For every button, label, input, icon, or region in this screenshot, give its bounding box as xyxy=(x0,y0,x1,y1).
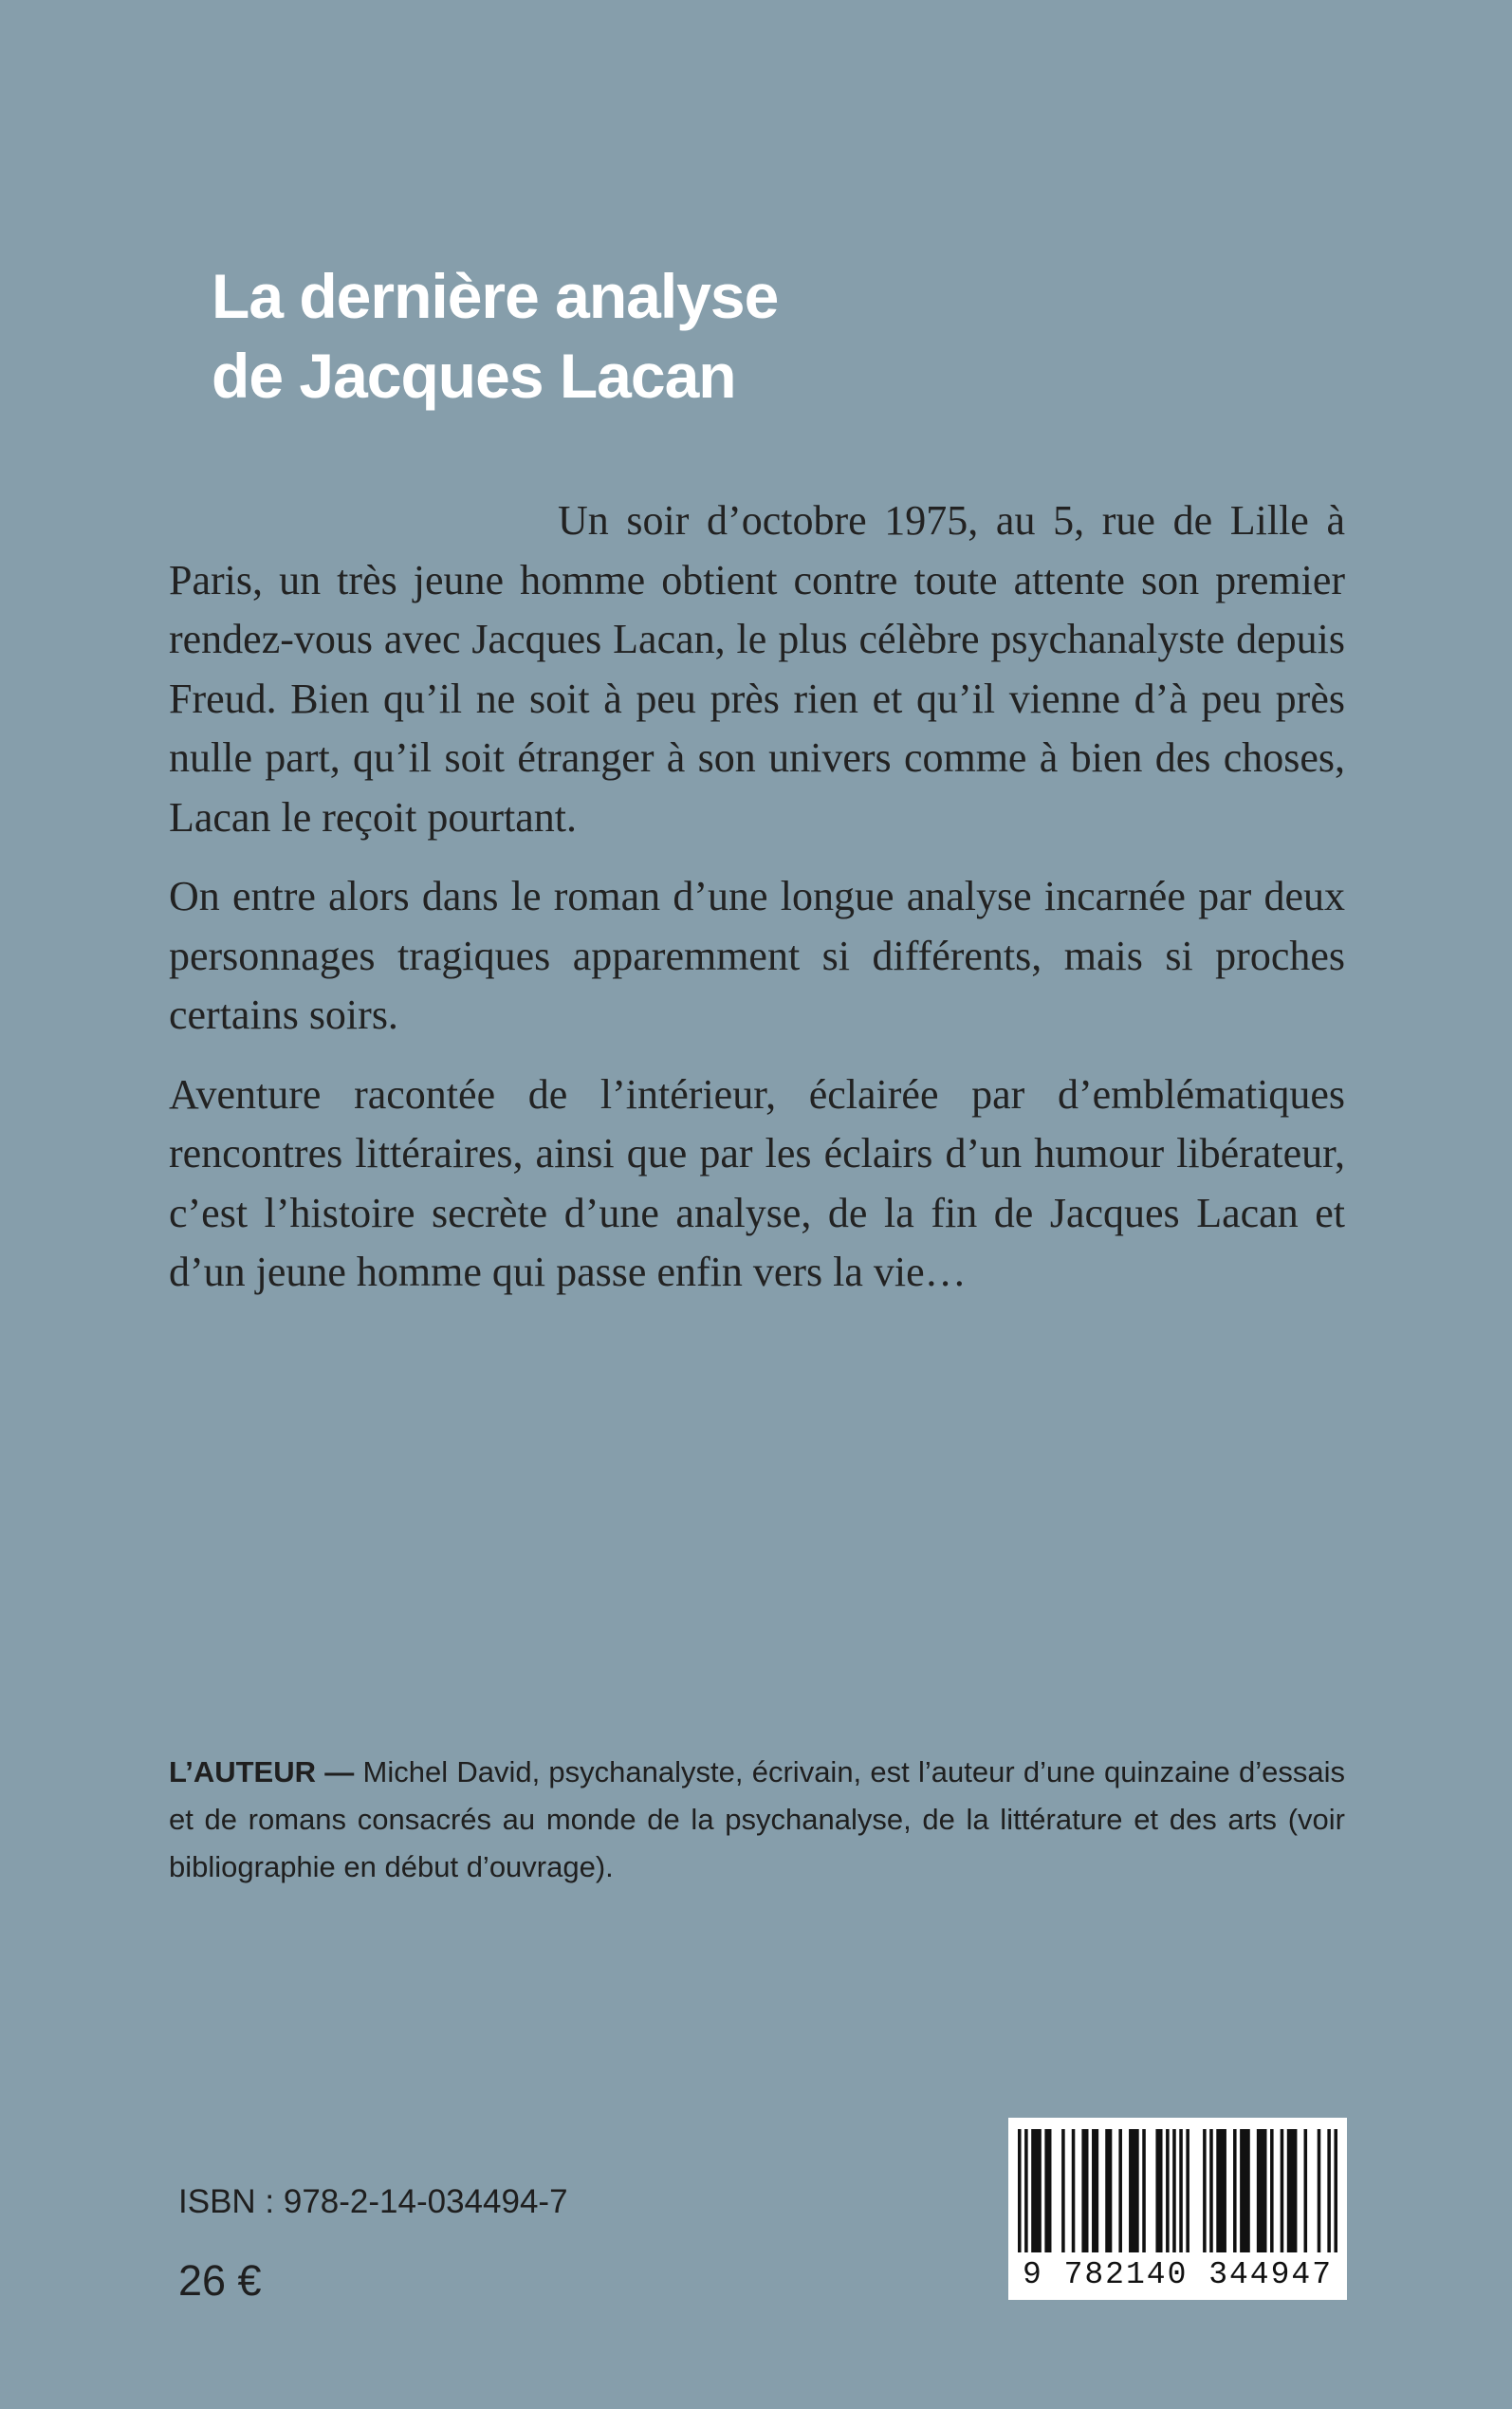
barcode-bar xyxy=(1304,2129,1308,2252)
barcode-bar xyxy=(1216,2129,1226,2252)
price: 26 € xyxy=(178,2256,262,2305)
isbn-number: ISBN : 978-2-14-034494-7 xyxy=(178,2183,568,2220)
barcode-bar xyxy=(1072,2129,1076,2252)
barcode-bar xyxy=(1240,2129,1250,2252)
barcode-bar xyxy=(1257,2129,1267,2252)
book-title-line-2: de Jacques Lacan xyxy=(212,341,736,411)
barcode-bar xyxy=(1081,2129,1088,2252)
book-title xyxy=(212,256,778,416)
back-cover-blurb xyxy=(169,491,1345,1323)
barcode-bar xyxy=(1018,2129,1022,2252)
barcode-bar xyxy=(1327,2129,1331,2252)
barcode-bar xyxy=(1270,2129,1274,2252)
barcode-bar xyxy=(1172,2129,1176,2252)
barcode-bar xyxy=(1287,2129,1298,2252)
barcode-bar xyxy=(1334,2129,1337,2252)
barcode-bar xyxy=(1118,2129,1122,2252)
barcode-bar xyxy=(1179,2129,1183,2252)
barcode-bar xyxy=(1024,2129,1028,2252)
barcode-bar xyxy=(1166,2129,1170,2252)
barcode-bar xyxy=(1061,2129,1065,2252)
barcode-bar xyxy=(1203,2129,1207,2252)
barcode-bar xyxy=(1209,2129,1213,2252)
barcode xyxy=(1008,2118,1347,2300)
barcode-bar xyxy=(1105,2129,1112,2252)
barcode-bar xyxy=(1281,2129,1284,2252)
blurb-paragraph-2: On entre alors dans le roman d’une longue analyse incarnée par deux personnages tragiques apparemment si différents, mais si proches certains soirs. xyxy=(169,873,1345,1038)
author-label: L’AUTEUR — xyxy=(169,1755,355,1788)
author-bio-text: Michel David, psychanalyste, écrivain, est l’auteur d’une quinzaine d’essais et de romans consacrés au monde de la psychanalyse, de la littérature et des arts (voir bibliographie en début d’ouvrage). xyxy=(169,1755,1345,1883)
barcode-bar xyxy=(1186,2129,1189,2252)
barcode-bar xyxy=(1031,2129,1042,2252)
barcode-digits: 9 782140 344947 xyxy=(1022,2257,1334,2292)
barcode-bar xyxy=(1092,2129,1098,2252)
barcode-bar xyxy=(1318,2129,1321,2252)
blurb-paragraph-3: Aventure racontée de l’intérieur, éclairée par d’emblématiques rencontres littéraires, ainsi que par les éclairs d’un humour libérateur, c’est l’histoire secrète d’une analyse, de la fin de Jacques Lacan et d’un jeune homme qui passe enfin vers la vie… xyxy=(169,1070,1345,1295)
barcode-bar xyxy=(1044,2129,1051,2252)
barcode-bar xyxy=(1155,2129,1162,2252)
blurb-paragraph-1: Un soir d’octobre 1975, au 5, rue de Lille à Paris, un très jeune homme obtient contre toute attente son premier rendez-vous avec Jacques Lacan, le plus célèbre psychanalyste depuis Freud. Bien qu’il ne soit à peu près rien et qu’il vienne d’à peu près nulle part, qu’il soit étranger à son univers comme à bien des choses, Lacan le reçoit pourtant. xyxy=(169,497,1345,841)
barcode-bar xyxy=(1142,2129,1146,2252)
author-bio xyxy=(169,1749,1345,1891)
book-title-line-1: La dernière analyse xyxy=(212,261,779,331)
barcode-bar xyxy=(1129,2129,1139,2252)
barcode-bars xyxy=(1018,2129,1337,2252)
barcode-bar xyxy=(1233,2129,1237,2252)
